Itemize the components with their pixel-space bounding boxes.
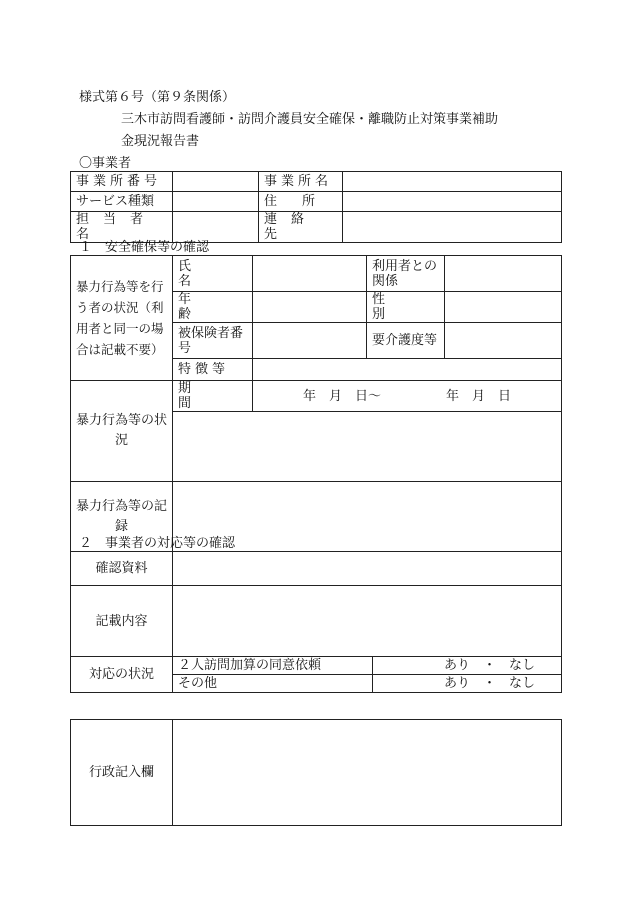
contact-label: 連絡先	[259, 212, 343, 243]
service-type-label: サービス種類	[71, 192, 173, 212]
age-label: 年 齢	[173, 292, 253, 323]
content-label: 記載内容	[71, 586, 173, 657]
office-number-label: 事業所番号	[71, 172, 173, 192]
admin-field[interactable]	[173, 720, 562, 826]
contact-field[interactable]	[343, 212, 562, 243]
admin-label: 行政記入欄	[71, 720, 173, 826]
response-label: 対応の状況	[71, 657, 173, 693]
document-title-line2: 金現況報告書	[121, 134, 200, 149]
insured-field[interactable]	[253, 323, 367, 359]
period-label: 期 間	[173, 381, 253, 412]
sex-field[interactable]	[445, 292, 562, 323]
age-field[interactable]	[253, 292, 367, 323]
business-table	[70, 171, 562, 243]
record-label: 暴力行為等の記録	[71, 482, 173, 552]
office-name-field[interactable]	[343, 172, 562, 192]
content-field[interactable]	[173, 586, 562, 657]
relation-label: 利用者との関係	[367, 256, 445, 292]
care-level-field[interactable]	[445, 323, 562, 359]
name-field[interactable]	[253, 256, 367, 292]
relation-field[interactable]	[445, 256, 562, 292]
material-field[interactable]	[173, 552, 562, 586]
admin-table	[70, 719, 562, 826]
document-title-line1: 三木市訪問看護師・訪問介護員安全確保・離職防止対策事業補助	[121, 112, 499, 127]
section1-heading: １ 安全確保等の確認	[79, 240, 210, 255]
address-field[interactable]	[343, 192, 562, 212]
office-number-field[interactable]	[173, 172, 259, 192]
two-person-visit-choice[interactable]: あり ・ なし	[373, 657, 562, 675]
insured-label: 被保険者番号	[173, 323, 253, 359]
care-level-label: 要介護度等	[367, 323, 445, 359]
situation-field[interactable]	[173, 412, 562, 482]
business-heading: 〇事業者	[79, 156, 132, 171]
material-label: 確認資料	[71, 552, 173, 586]
other-choice[interactable]: あり ・ なし	[373, 675, 562, 693]
safety-table	[70, 255, 562, 552]
features-label: 特徴等	[173, 359, 253, 381]
features-field[interactable]	[253, 359, 562, 381]
response-table	[70, 551, 562, 693]
service-type-field[interactable]	[173, 192, 259, 212]
address-label: 住 所	[259, 192, 343, 212]
form-number: 様式第６号（第９条関係）	[79, 90, 236, 105]
period-value[interactable]: 年 月 日～ 年 月 日	[253, 381, 562, 412]
office-name-label: 事業所名	[259, 172, 343, 192]
section2-heading: ２ 事業者の対応等の確認	[79, 536, 236, 551]
two-person-visit-label: ２人訪問加算の同意依頼	[173, 657, 373, 675]
situation-label: 暴力行為等の状況	[71, 381, 173, 482]
person-label: 担当者名	[71, 212, 173, 243]
name-label: 氏 名	[173, 256, 253, 292]
other-label: その他	[173, 675, 373, 693]
sex-label: 性 別	[367, 292, 445, 323]
perpetrator-label: 暴力行為等を行う者の状況（利用者と同一の場合は記載不要）	[71, 256, 173, 381]
